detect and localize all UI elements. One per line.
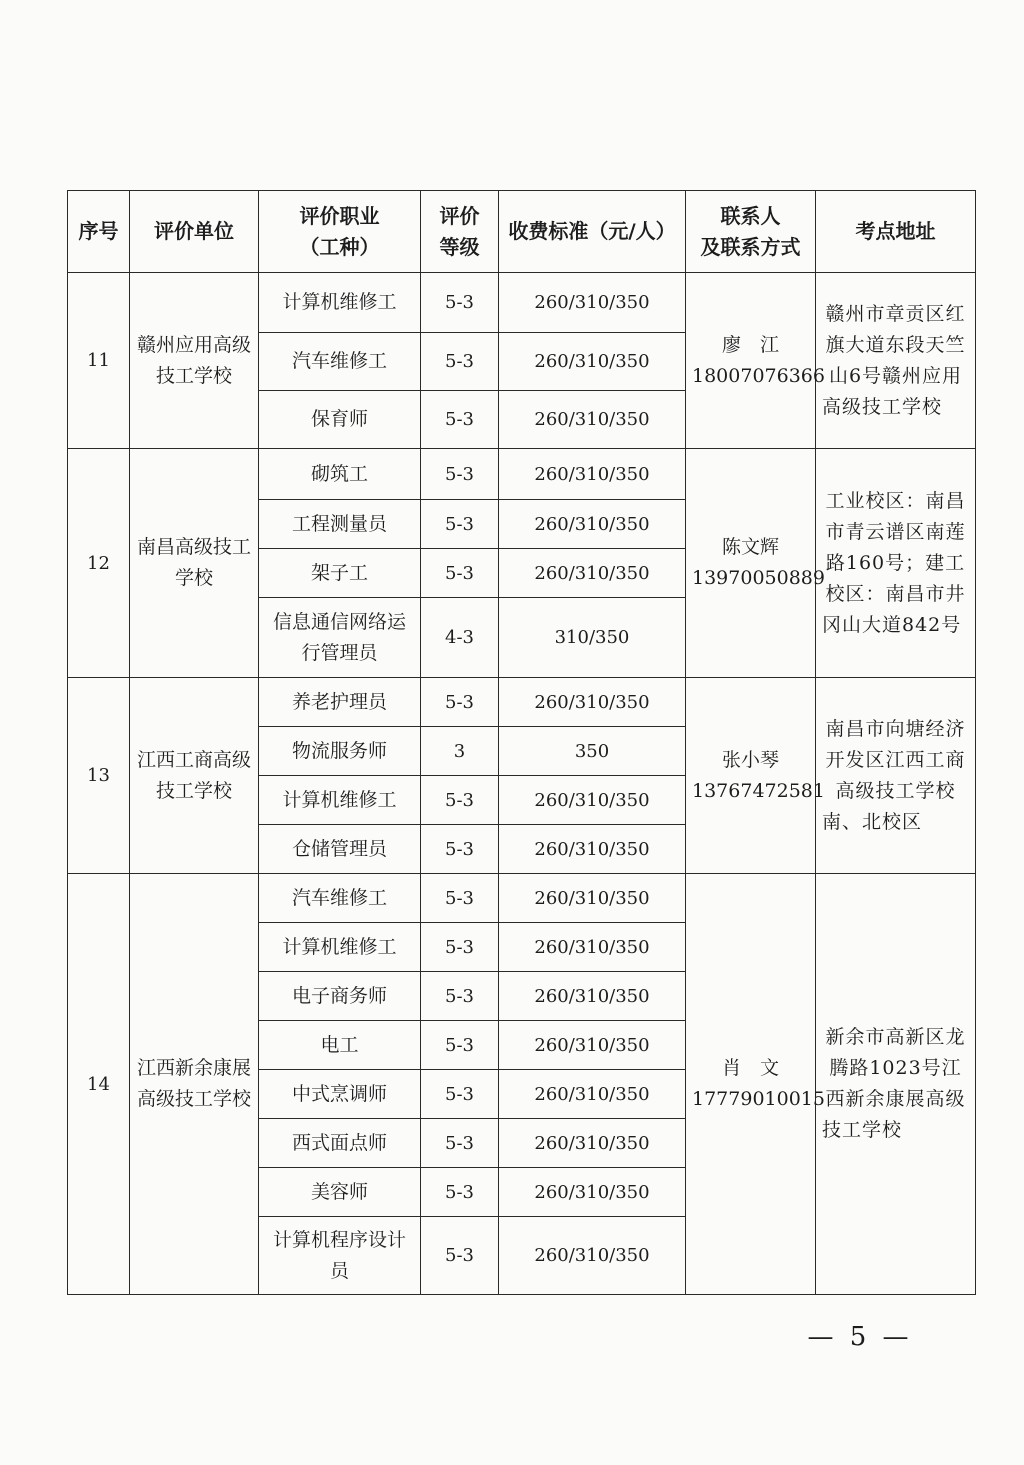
header-contact-line1: 联系人 — [720, 203, 781, 228]
header-address: 考点地址 — [816, 191, 976, 273]
header-seq: 序号 — [68, 191, 130, 273]
fee-cell: 260/310/350 — [499, 1070, 686, 1119]
header-occupation — [259, 191, 421, 273]
contact-cell — [686, 273, 825, 449]
level-cell: 5-3 — [421, 678, 499, 727]
level-cell: 5-3 — [421, 333, 499, 391]
occupation-cell: 养老护理员 — [259, 678, 421, 727]
occupation-cell: 工程测量员 — [259, 500, 421, 549]
level-cell: 5-3 — [421, 449, 499, 500]
unit-cell: 南昌高级技工学校 — [130, 449, 259, 678]
level-cell: 3 — [421, 727, 499, 776]
fee-cell: 260/310/350 — [499, 549, 686, 598]
contact-name: 张小琴 — [721, 748, 779, 771]
seq-cell: 12 — [68, 449, 130, 678]
level-cell: 5-3 — [421, 391, 499, 449]
fee-cell: 260/310/350 — [499, 1217, 686, 1295]
table-body — [68, 273, 976, 1295]
fee-cell: 260/310/350 — [499, 874, 686, 923]
page-number: — 5 — — [807, 1322, 913, 1352]
occupation-cell: 架子工 — [259, 549, 421, 598]
table-row — [68, 273, 976, 333]
level-cell: 5-3 — [421, 972, 499, 1021]
fee-cell: 350 — [499, 727, 686, 776]
header-occupation-line1: 评价职业 — [299, 203, 380, 228]
seq-cell: 14 — [68, 874, 130, 1295]
contact-phone: 13970050889 — [692, 567, 825, 589]
unit-cell: 赣州应用高级技工学校 — [130, 273, 259, 449]
fee-cell: 260/310/350 — [499, 500, 686, 549]
assessment-table — [67, 190, 976, 1295]
fee-cell: 260/310/350 — [499, 391, 686, 449]
level-cell: 5-3 — [421, 500, 499, 549]
fee-cell: 260/310/350 — [499, 678, 686, 727]
contact-cell — [686, 874, 825, 1295]
fee-cell: 260/310/350 — [499, 825, 686, 874]
fee-cell: 260/310/350 — [499, 1168, 686, 1217]
level-cell: 5-3 — [421, 1217, 499, 1295]
header-level — [421, 191, 499, 273]
contact-cell — [686, 449, 825, 678]
contact-name: 廖 江 — [721, 333, 779, 356]
table-header-row — [68, 191, 976, 273]
occupation-cell: 计算机维修工 — [259, 776, 421, 825]
contact-cell — [686, 678, 825, 874]
address-cell: 南昌市向塘经济开发区江西工商高级技工学校南、北校区 — [816, 678, 976, 874]
occupation-cell: 保育师 — [259, 391, 421, 449]
level-cell: 5-3 — [421, 1119, 499, 1168]
level-cell: 5-3 — [421, 1168, 499, 1217]
level-cell: 5-3 — [421, 1021, 499, 1070]
occupation-cell: 电工 — [259, 1021, 421, 1070]
seq-cell: 11 — [68, 273, 130, 449]
occupation-cell: 计算机程序设计员 — [259, 1217, 421, 1295]
contact-phone: 18007076366 — [692, 364, 825, 387]
level-cell: 5-3 — [421, 549, 499, 598]
contact-phone: 13767472581 — [692, 779, 825, 802]
occupation-cell: 电子商务师 — [259, 972, 421, 1021]
contact-name: 陈文辉 — [721, 536, 779, 558]
occupation-cell: 计算机维修工 — [259, 273, 421, 333]
unit-cell: 江西新余康展高级技工学校 — [130, 874, 259, 1295]
fee-cell: 260/310/350 — [499, 1021, 686, 1070]
occupation-cell: 砌筑工 — [259, 449, 421, 500]
header-fee: 收费标准（元/人） — [499, 191, 686, 273]
seq-cell: 13 — [68, 678, 130, 874]
fee-cell: 260/310/350 — [499, 333, 686, 391]
header-contact — [686, 191, 816, 273]
occupation-cell: 信息通信网络运行管理员 — [259, 598, 421, 678]
level-cell: 5-3 — [421, 776, 499, 825]
header-contact-line2: 及联系方式 — [700, 234, 801, 259]
occupation-cell: 汽车维修工 — [259, 874, 421, 923]
table-row — [68, 874, 976, 923]
contact-phone: 17779010015 — [692, 1088, 825, 1110]
contact-name: 肖 文 — [721, 1057, 779, 1079]
fee-cell: 260/310/350 — [499, 776, 686, 825]
fee-cell: 260/310/350 — [499, 449, 686, 500]
level-cell: 5-3 — [421, 923, 499, 972]
unit-cell: 江西工商高级技工学校 — [130, 678, 259, 874]
header-occupation-line2: （工种） — [299, 234, 380, 259]
fee-cell: 310/350 — [499, 598, 686, 678]
header-unit: 评价单位 — [130, 191, 259, 273]
occupation-cell: 美容师 — [259, 1168, 421, 1217]
level-cell: 5-3 — [421, 825, 499, 874]
level-cell: 5-3 — [421, 273, 499, 333]
occupation-cell: 计算机维修工 — [259, 923, 421, 972]
table-row — [68, 678, 976, 727]
level-cell: 4-3 — [421, 598, 499, 678]
fee-cell: 260/310/350 — [499, 273, 686, 333]
level-cell: 5-3 — [421, 1070, 499, 1119]
occupation-cell: 中式烹调师 — [259, 1070, 421, 1119]
header-level-line1: 评价 — [439, 203, 480, 228]
occupation-cell: 物流服务师 — [259, 727, 421, 776]
occupation-cell: 汽车维修工 — [259, 333, 421, 391]
fee-cell: 260/310/350 — [499, 923, 686, 972]
level-cell: 5-3 — [421, 874, 499, 923]
address-cell: 新余市高新区龙腾路1023号江西新余康展高级技工学校 — [816, 874, 976, 1295]
address-cell: 工业校区：南昌市青云谱区南莲路160号；建工校区：南昌市井冈山大道842号 — [816, 449, 976, 678]
occupation-cell: 西式面点师 — [259, 1119, 421, 1168]
fee-cell: 260/310/350 — [499, 1119, 686, 1168]
address-cell: 赣州市章贡区红旗大道东段天竺山6号赣州应用高级技工学校 — [816, 273, 976, 449]
fee-cell: 260/310/350 — [499, 972, 686, 1021]
header-level-line2: 等级 — [439, 234, 480, 259]
occupation-cell: 仓储管理员 — [259, 825, 421, 874]
table-row — [68, 449, 976, 500]
